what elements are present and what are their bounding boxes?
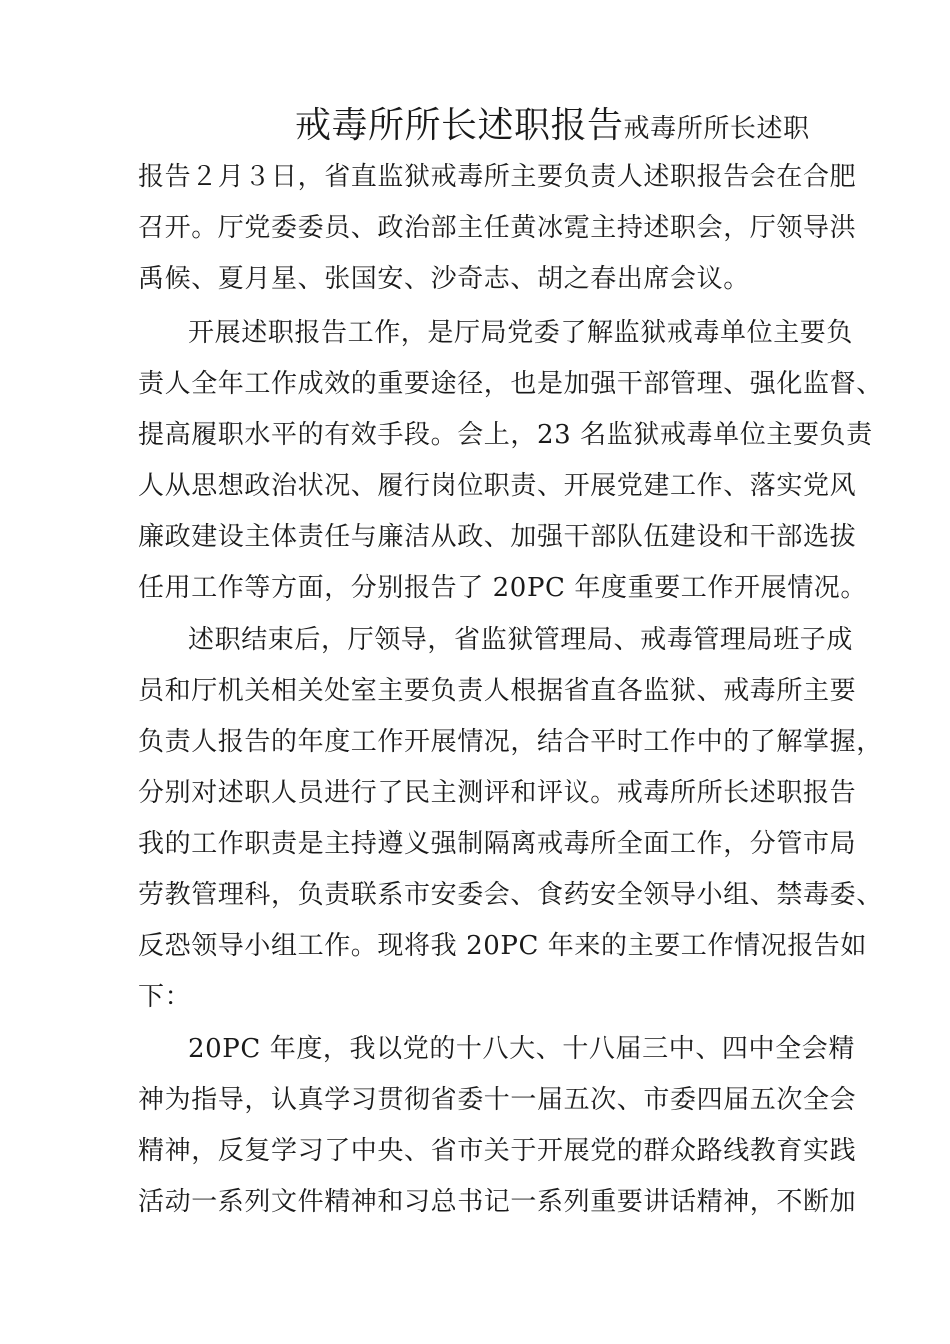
body-line-20: 精神，反复学习了中央、省市关于开展党的群众路线教育实践: [138, 1136, 857, 1166]
body-line-6: 提高履职水平的有效手段。会上，23 名监狱戒毒单位主要负责: [138, 420, 873, 450]
body-line-9: 任用工作等方面，分别报告了 20PC 年度重要工作开展情况。: [138, 573, 868, 603]
body-line-4: 开展述职报告工作，是厅局党委了解监狱戒毒单位主要负: [188, 318, 854, 348]
body-line-5: 责人全年工作成效的重要途径，也是加强干部管理、强化监督、: [138, 369, 883, 399]
body-line-3: 禹候、夏月星、张国安、沙奇志、胡之春出席会议。: [138, 264, 750, 294]
document-title: [295, 104, 810, 154]
body-line-14: 我的工作职责是主持遵义强制隔离戒毒所全面工作，分管市局: [138, 829, 857, 859]
body-line-15: 劳教管理科，负责联系市安委会、食药安全领导小组、禁毒委、: [138, 880, 883, 910]
title-main-text: 戒毒所所长述职报告: [295, 105, 624, 146]
body-line-18: 20PC 年度，我以党的十八大、十八届三中、四中全会精: [188, 1034, 855, 1064]
body-line-10: 述职结束后，厅领导，省监狱管理局、戒毒管理局班子成: [188, 625, 854, 655]
title-tail-text: 戒毒所所长述职: [623, 114, 810, 144]
body-line-2: 召开。厅党委委员、政治部主任黄冰霓主持述职会，厅领导洪: [138, 213, 857, 243]
body-line-17: 下：: [138, 982, 192, 1012]
body-line-11: 员和厅机关相关处室主要负责人根据省直各监狱、戒毒所主要: [138, 676, 857, 706]
body-line-12: 负责人报告的年度工作开展情况，结合平时工作中的了解掌握，: [138, 727, 883, 757]
body-line-8: 廉政建设主体责任与廉洁从政、加强干部队伍建设和干部选拔: [138, 522, 857, 552]
body-line-7: 人从思想政治状况、履行岗位职责、开展党建工作、落实党风: [138, 471, 857, 501]
body-line-1: 报告２月３日，省直监狱戒毒所主要负责人述职报告会在合肥: [138, 162, 857, 192]
body-line-13: 分别对述职人员进行了民主测评和评议。戒毒所所长述职报告: [138, 778, 857, 808]
body-line-19: 神为指导，认真学习贯彻省委十一届五次、市委四届五次全会: [138, 1085, 857, 1115]
body-line-21: 活动一系列文件精神和习总书记一系列重要讲话精神，不断加: [138, 1187, 857, 1217]
body-line-16: 反恐领导小组工作。现将我 20PC 年来的主要工作情况报告如: [138, 931, 868, 961]
